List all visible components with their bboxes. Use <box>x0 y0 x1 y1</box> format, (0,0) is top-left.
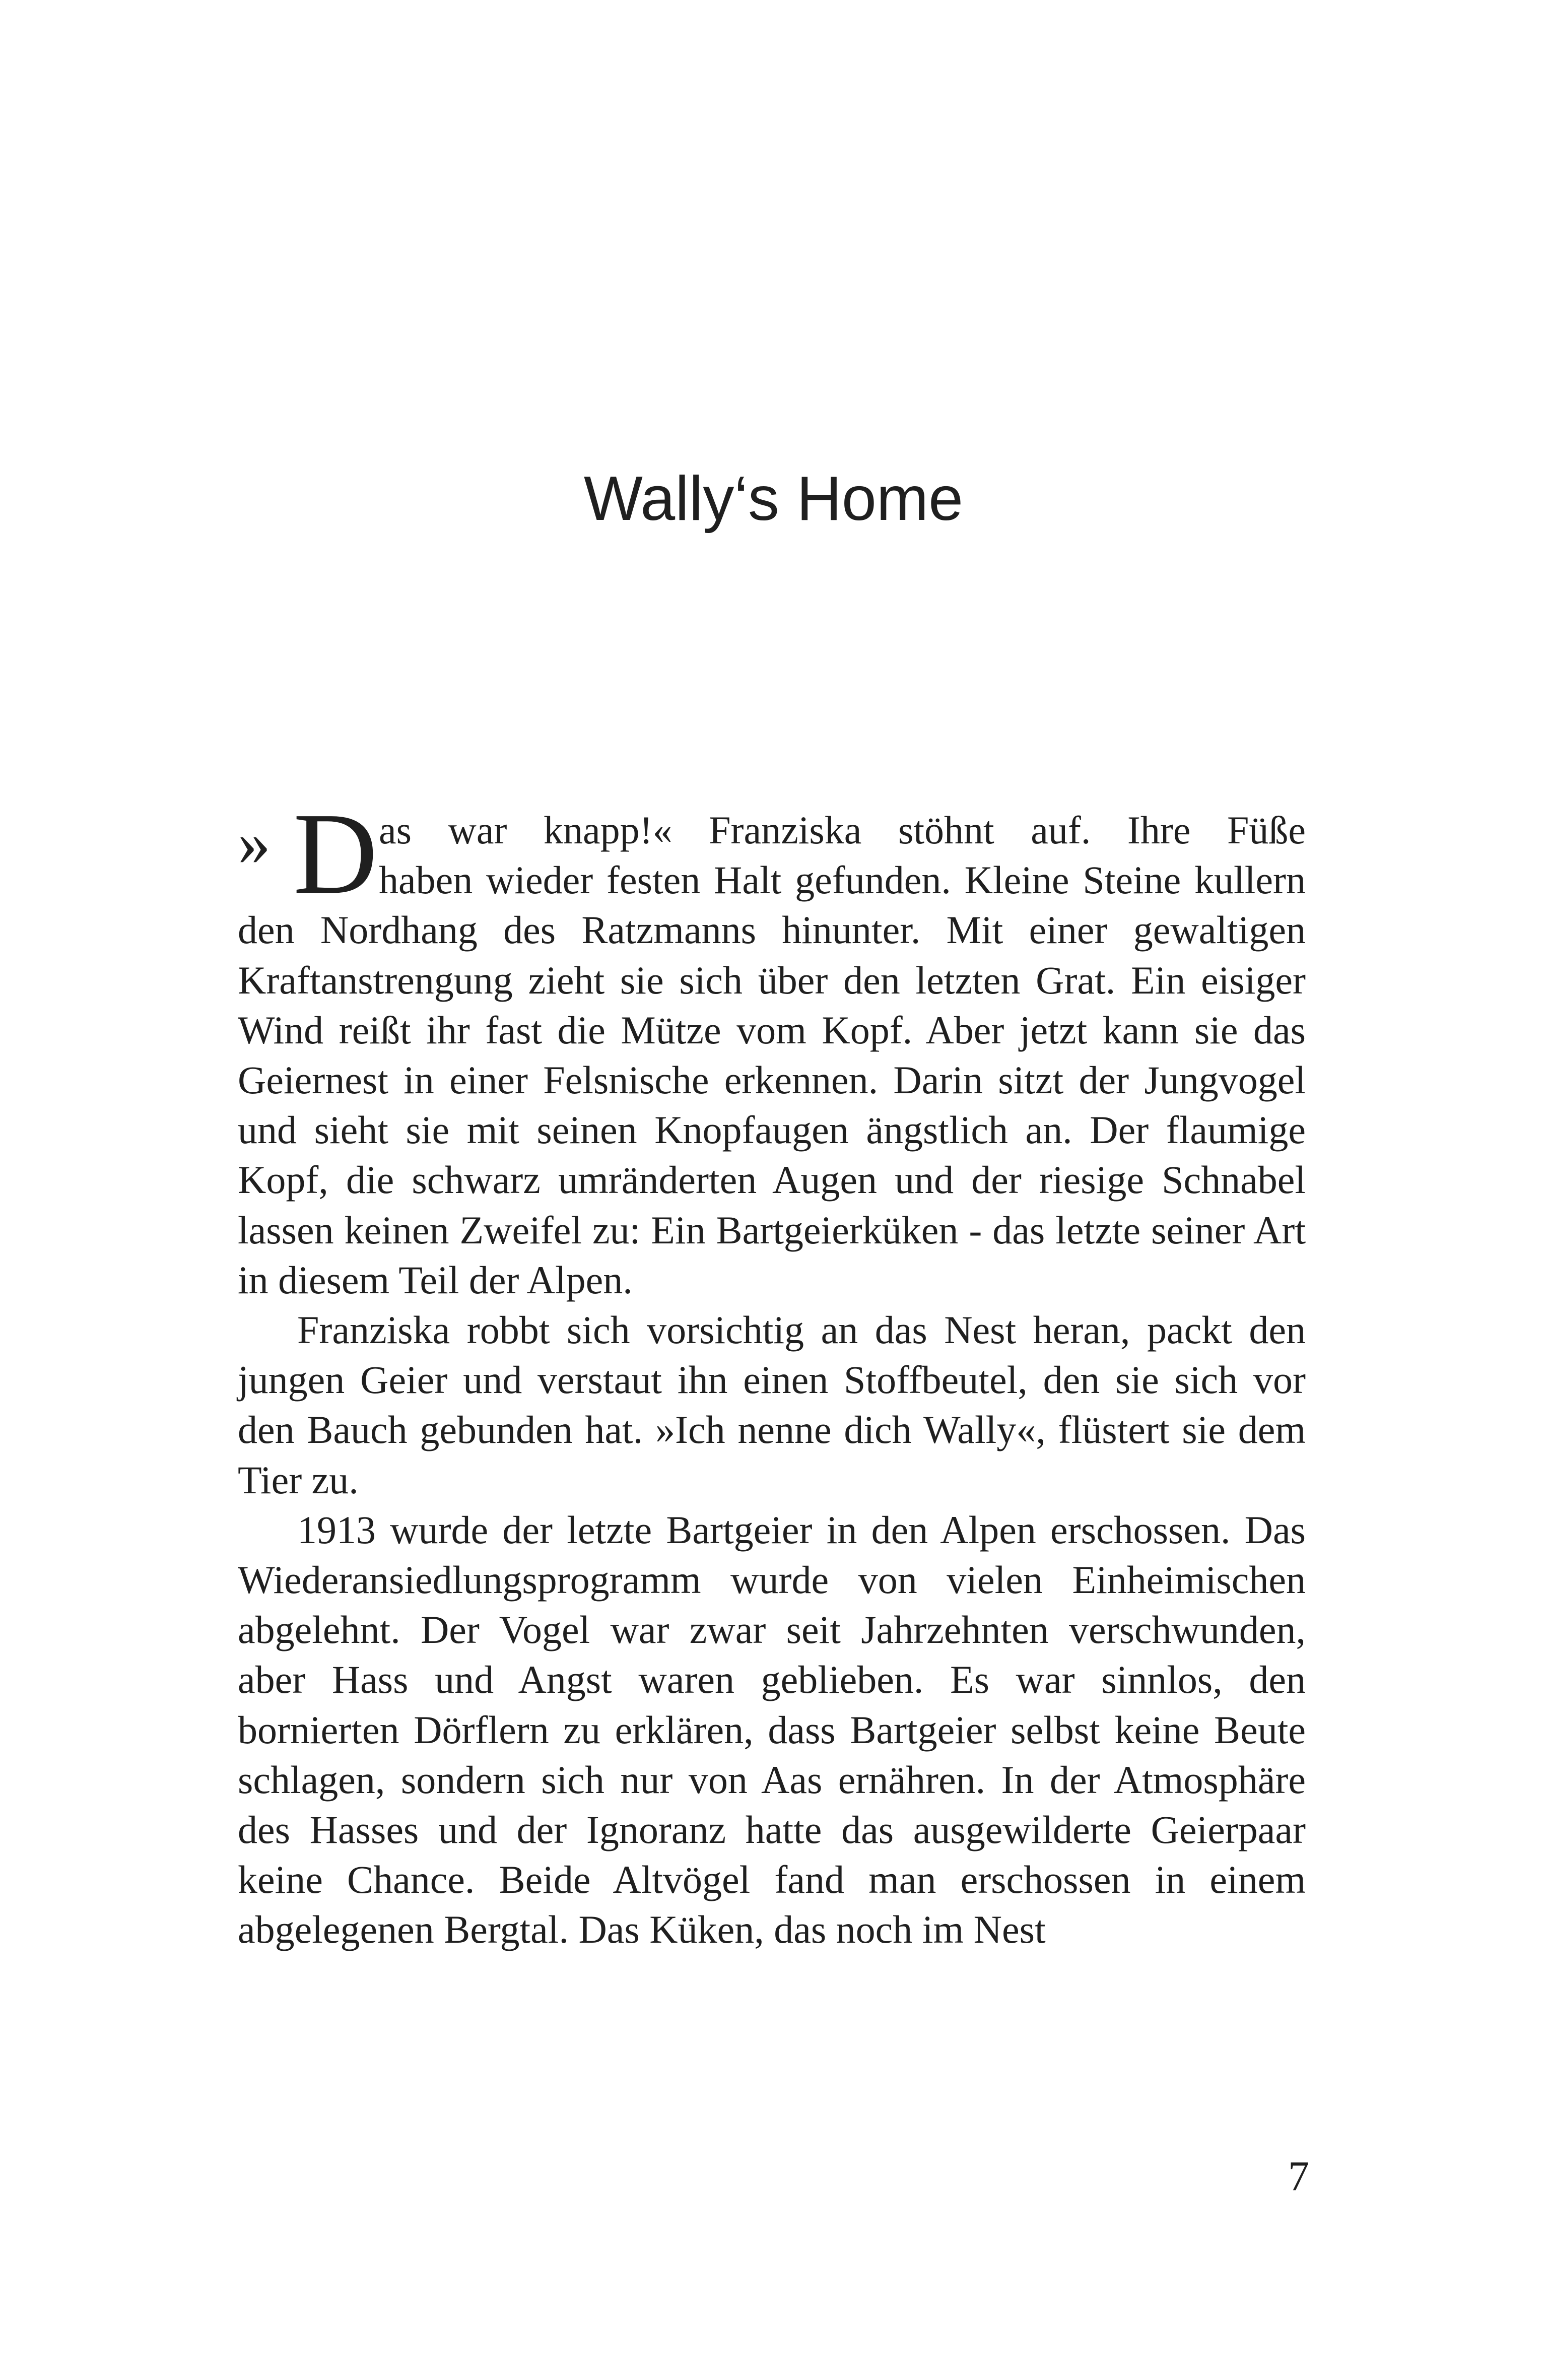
page-number: 7 <box>1288 2153 1309 2200</box>
drop-cap-letter: D <box>293 789 378 918</box>
chapter-title: Wally‘s Home <box>583 464 964 534</box>
opening-quote-mark: » <box>238 807 271 879</box>
paragraph-1 <box>238 789 1306 1305</box>
paragraph-1-first-line: as war knapp!« Franziska stöhnt auf. Ihre Füße <box>379 808 1306 852</box>
paragraph-1-text: haben wieder festen Halt gefunden. Kleine Steine kullern den Nordhang des Ratzmanns hinunter. Mit einer gewaltigen Kraftanstrengung zieht sie sich über den letzten Grat. Ein eisiger Wind reißt ihr fast die Mütze vom Kopf. Aber jetzt kann sie das Geiernest in einer Felsnische erkennen. Darin sitzt der Jungvogel und sieht sie mit seinen Knopfaugen ängstlich an. Der flaumige Kopf, die schwarz umränderten Augen und der riesige Schnabel lassen keinen Zweifel zu: Ein Bartgeierküken - das letzte seiner Art in diesem Teil der Alpen. <box>238 858 1306 1302</box>
drop-cap-block <box>238 789 379 918</box>
body-text <box>238 789 1306 1955</box>
paragraph-2: Franziska robbt sich vorsichtig an das Nest heran, packt den jungen Geier und verstaut ihn einen Stoffbeutel, den sie sich vor den Bauch gebunden hat. »Ich nenne dich Wally«, flüstert sie dem Tier zu. <box>238 1308 1306 1502</box>
paragraph-3: 1913 wurde der letzte Bartgeier in den Alpen erschossen. Das Wiederansiedlungsprogramm wurde von vielen Einheimischen abgelehnt. Der Vogel war zwar seit Jahrzehnten verschwunden, aber Hass und Angst waren geblieben. Es war sinnlos, den bornierten Dörflern zu erklären, dass Bartgeier selbst keine Beute schlagen, sondern sich nur von Aas ernähren. In der Atmosphäre des Hasses und der Ignoranz hatte das ausgewilderte Geierpaar keine Chance. Beide Altvögel fand man erschossen in einem abgelegenen Bergtal. Das Küken, das noch im Nest <box>238 1507 1306 1952</box>
